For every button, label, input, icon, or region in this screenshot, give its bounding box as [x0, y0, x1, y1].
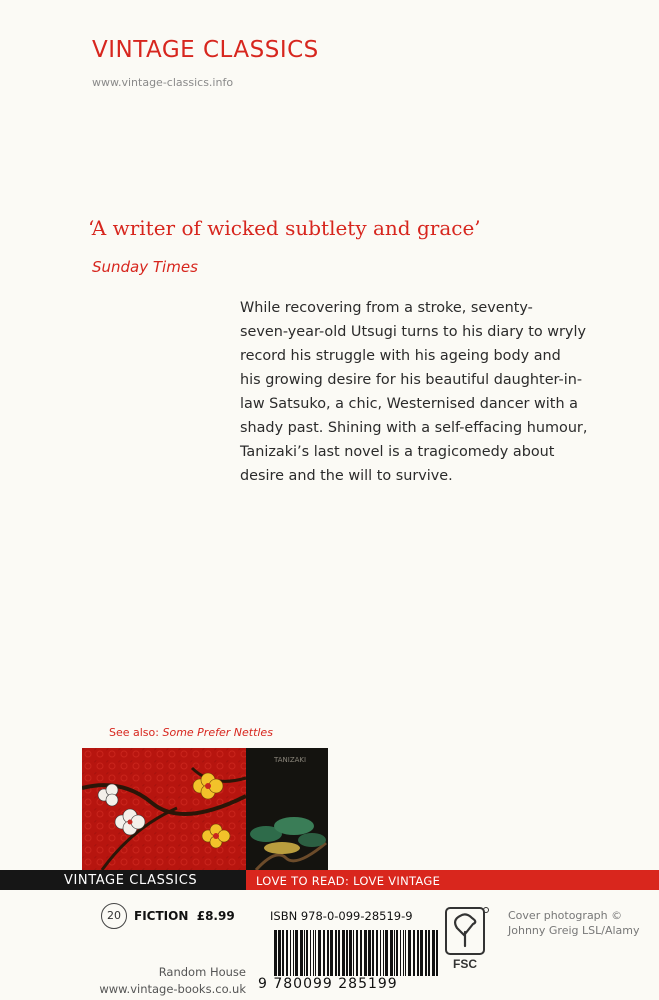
barcode-bar	[300, 930, 303, 976]
barcode-bar	[417, 930, 419, 976]
see-also	[109, 726, 273, 739]
cover-credit	[508, 908, 640, 938]
price-label: £8.99	[196, 909, 235, 923]
barcode-bar	[408, 930, 411, 976]
barcode-bar	[405, 930, 406, 976]
blossom-illustration	[82, 748, 246, 870]
strip-slogan: LOVE TO READ: LOVE VINTAGE	[256, 874, 441, 888]
barcode-bar	[342, 930, 345, 976]
barcode-bar	[330, 930, 333, 976]
category-price	[134, 909, 235, 923]
brand-website: www.vintage-classics.info	[92, 76, 234, 89]
bonsai-illustration	[246, 748, 328, 870]
barcode-bar	[403, 930, 404, 976]
barcode-bar	[327, 930, 329, 976]
barcode-bar	[310, 930, 311, 976]
barcode-bar	[400, 930, 401, 976]
barcode-bar	[306, 930, 308, 976]
credit-line: Cover photograph ©	[508, 909, 623, 922]
barcode-bar	[282, 930, 284, 976]
barcode-bar	[413, 930, 415, 976]
barcode-bar	[349, 930, 352, 976]
barcode-bar	[436, 930, 438, 976]
barcode	[272, 930, 442, 980]
thumbnail-author-label: TANIZAKI	[274, 756, 307, 764]
see-also-label: See also:	[109, 726, 159, 739]
barcode-bar	[313, 930, 314, 976]
blurb-line: desire and the will to survive.	[240, 468, 453, 484]
barcode-bar	[432, 930, 435, 976]
barcode-bar	[376, 930, 378, 976]
barcode-bar	[360, 930, 362, 976]
barcode-bar	[425, 930, 427, 976]
barcode-bar	[385, 930, 388, 976]
publisher-info	[98, 964, 246, 998]
barcode-bar	[364, 930, 367, 976]
blurb-line: law Satsuko, a chic, Westernised dancer with a	[240, 396, 578, 412]
barcode-bar	[338, 930, 340, 976]
barcode-bar	[356, 930, 358, 976]
barcode-bar	[290, 930, 291, 976]
barcode-bar	[428, 930, 430, 976]
blurb-line: record his struggle with his ageing body and	[240, 348, 561, 364]
barcode-bar	[315, 930, 316, 976]
see-also-title: Some Prefer Nettles	[162, 726, 273, 739]
barcode-bar	[318, 930, 321, 976]
barcode-bar	[372, 930, 374, 976]
barcode-bar	[353, 930, 354, 976]
barcode-bar	[335, 930, 337, 976]
blossom-cover-thumbnail	[82, 748, 246, 870]
barcode-bar	[420, 930, 423, 976]
credit-line: Johnny Greig LSL/Alamy	[508, 924, 640, 937]
brand-title: VINTAGE CLASSICS	[92, 37, 319, 63]
series-number-badge: 20	[101, 903, 127, 929]
barcode-bar	[278, 930, 281, 976]
barcode-bar	[380, 930, 381, 976]
blurb-line: seven-year-old Utsugi turns to his diary to wryly	[240, 324, 586, 340]
barcode-bar	[368, 930, 371, 976]
review-quote: ‘A writer of wicked subtlety and grace’	[88, 216, 481, 240]
barcode-bar	[293, 930, 294, 976]
barcode-bar	[383, 930, 384, 976]
barcode-bar	[390, 930, 393, 976]
blurb-line: shady past. Shining with a self-effacing humour,	[240, 420, 588, 436]
category-label: FICTION	[134, 909, 189, 923]
review-source: Sunday Times	[92, 258, 198, 276]
barcode-bar	[286, 930, 288, 976]
publisher-website: www.vintage-books.co.uk	[99, 982, 246, 996]
barcode-bar	[304, 930, 305, 976]
barcode-bar	[394, 930, 395, 976]
barcode-bars	[272, 930, 442, 980]
publisher-name: Random House	[158, 965, 246, 979]
book-blurb	[240, 296, 588, 488]
fsc-tree-icon	[442, 906, 490, 972]
blurb-line: Tanizaki’s last novel is a tragicomedy about	[240, 444, 555, 460]
strip-brand: VINTAGE CLASSICS	[64, 873, 198, 888]
barcode-digits: 9 780099 285199	[258, 976, 398, 992]
barcode-bar	[295, 930, 298, 976]
barcode-bar	[323, 930, 325, 976]
barcode-bar	[274, 930, 277, 976]
fsc-logo	[442, 906, 490, 972]
bonsai-cover-thumbnail	[246, 748, 328, 870]
barcode-bar	[396, 930, 398, 976]
fsc-label: FSC	[453, 957, 477, 971]
blurb-line: his growing desire for his beautiful daughter-in-	[240, 372, 583, 388]
isbn-label: ISBN 978-0-099-28519-9	[270, 909, 413, 923]
blurb-line: While recovering from a stroke, seventy-	[240, 300, 533, 316]
barcode-bar	[346, 930, 348, 976]
